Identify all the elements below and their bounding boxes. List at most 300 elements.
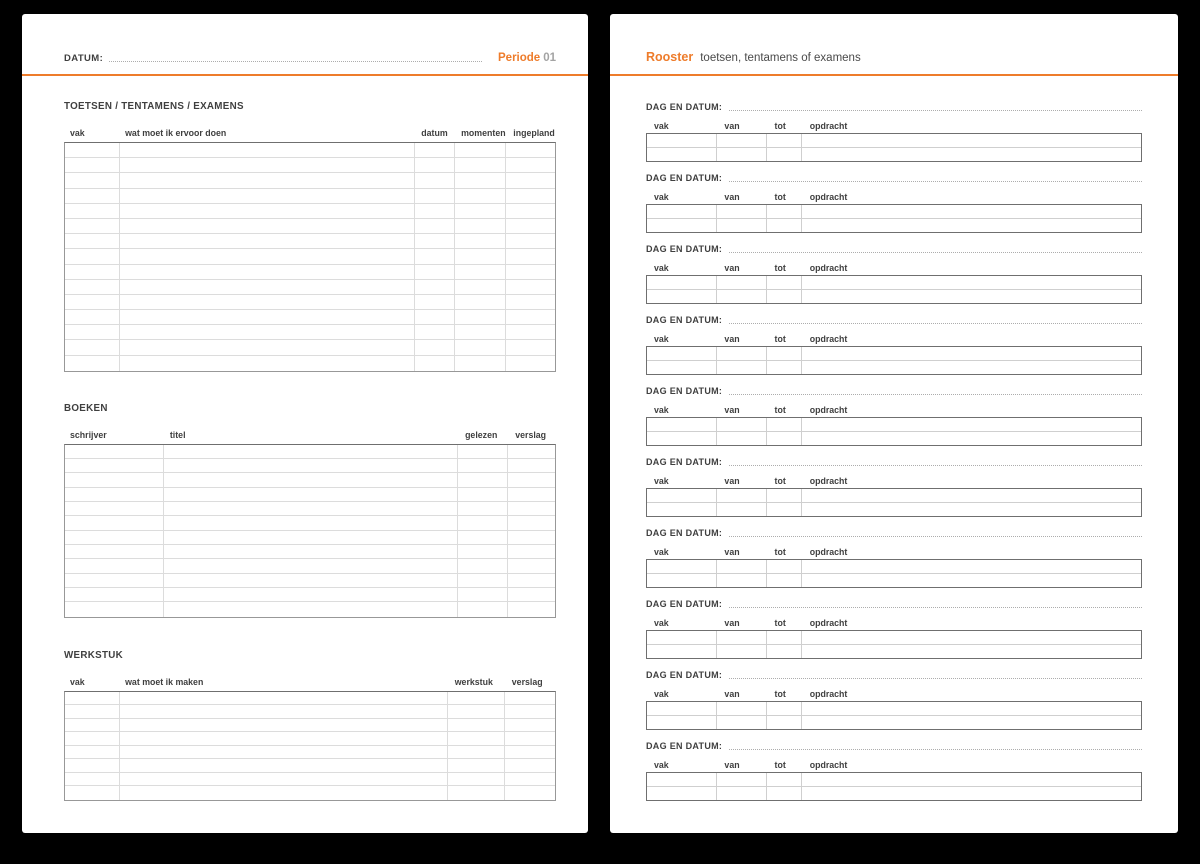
cell-van[interactable] xyxy=(717,503,767,517)
dag-en-datum-label: DAG EN DATUM: xyxy=(646,244,723,254)
cell-tot[interactable] xyxy=(767,134,802,147)
cell-gelezen[interactable] xyxy=(458,473,508,486)
cell-vak[interactable] xyxy=(647,205,717,218)
cell-verslag[interactable] xyxy=(505,773,555,786)
cell-datum[interactable] xyxy=(415,295,455,309)
cell-opdracht[interactable] xyxy=(802,134,1141,147)
cell-vak[interactable] xyxy=(65,143,120,157)
cell-verslag[interactable] xyxy=(505,732,555,745)
table-row xyxy=(647,645,1141,659)
cell-vak[interactable] xyxy=(65,746,120,759)
cell-wat-moet-ik-ervoor-doen[interactable] xyxy=(120,265,415,279)
cell-ingepland[interactable] xyxy=(506,234,555,248)
cell-wat-moet-ik-maken[interactable] xyxy=(120,786,448,800)
rooster-block xyxy=(646,668,1142,730)
cell-schrijver[interactable] xyxy=(65,488,164,501)
cell-titel[interactable] xyxy=(164,502,458,515)
cell-gelezen[interactable] xyxy=(458,602,508,616)
cell-werkstuk[interactable] xyxy=(448,692,505,705)
cell-titel[interactable] xyxy=(164,559,458,572)
cell-vak[interactable] xyxy=(65,234,120,248)
cell-vak[interactable] xyxy=(65,295,120,309)
cell-tot[interactable] xyxy=(767,645,802,659)
column-label-opdracht: opdracht xyxy=(809,192,848,202)
cell-ingepland[interactable] xyxy=(506,204,555,218)
cell-werkstuk[interactable] xyxy=(448,746,505,759)
cell-titel[interactable] xyxy=(164,531,458,544)
cell-datum[interactable] xyxy=(415,310,455,324)
cell-vak[interactable] xyxy=(65,759,120,772)
column-labels xyxy=(64,430,556,441)
cell-wat-moet-ik-ervoor-doen[interactable] xyxy=(120,219,415,233)
column-labels xyxy=(646,405,1142,416)
cell-verslag[interactable] xyxy=(508,516,555,529)
cell-vak[interactable] xyxy=(65,325,120,339)
cell-opdracht[interactable] xyxy=(802,148,1141,162)
cell-opdracht[interactable] xyxy=(802,418,1141,431)
cell-schrijver[interactable] xyxy=(65,502,164,515)
cell-ingepland[interactable] xyxy=(506,340,555,354)
table-row xyxy=(65,488,555,502)
cell-datum[interactable] xyxy=(415,204,455,218)
cell-titel[interactable] xyxy=(164,473,458,486)
cell-vak[interactable] xyxy=(65,158,120,172)
cell-van[interactable] xyxy=(717,716,767,730)
cell-datum[interactable] xyxy=(415,189,455,203)
cell-wat-moet-ik-ervoor-doen[interactable] xyxy=(120,234,415,248)
table-row xyxy=(65,173,555,188)
cell-vak[interactable] xyxy=(65,773,120,786)
dag-en-datum-row xyxy=(646,313,1142,325)
cell-tot[interactable] xyxy=(767,290,802,304)
cell-datum[interactable] xyxy=(415,234,455,248)
cell-datum[interactable] xyxy=(415,143,455,157)
dag-en-datum-entry-line[interactable] xyxy=(729,323,1142,324)
cell-ingepland[interactable] xyxy=(506,356,555,371)
cell-werkstuk[interactable] xyxy=(448,719,505,732)
cell-wat-moet-ik-maken[interactable] xyxy=(120,692,448,705)
cell-wat-moet-ik-ervoor-doen[interactable] xyxy=(120,325,415,339)
dag-en-datum-entry-line[interactable] xyxy=(729,394,1142,395)
cell-vak[interactable] xyxy=(647,418,717,431)
cell-opdracht[interactable] xyxy=(802,645,1141,659)
cell-schrijver[interactable] xyxy=(65,602,164,616)
rooster-table xyxy=(646,133,1142,162)
cell-schrijver[interactable] xyxy=(65,459,164,472)
cell-tot[interactable] xyxy=(767,418,802,431)
cell-opdracht[interactable] xyxy=(802,290,1141,304)
rooster-title: Rooster xyxy=(646,50,694,64)
cell-datum[interactable] xyxy=(415,249,455,263)
cell-verslag[interactable] xyxy=(505,705,555,718)
dag-en-datum-entry-line[interactable] xyxy=(729,465,1142,466)
cell-momenten[interactable] xyxy=(455,280,507,294)
left-page-content xyxy=(22,14,588,833)
cell-ingepland[interactable] xyxy=(506,219,555,233)
cell-verslag[interactable] xyxy=(505,719,555,732)
cell-momenten[interactable] xyxy=(455,173,507,187)
cell-titel[interactable] xyxy=(164,445,458,458)
cell-werkstuk[interactable] xyxy=(448,786,505,800)
cell-datum[interactable] xyxy=(415,280,455,294)
cell-van[interactable] xyxy=(717,560,767,573)
cell-schrijver[interactable] xyxy=(65,588,164,601)
periode-label: Periode xyxy=(498,52,541,64)
table-row xyxy=(65,545,555,559)
cell-van[interactable] xyxy=(717,631,767,644)
cell-tot[interactable] xyxy=(767,489,802,502)
column-label-vak: vak xyxy=(654,405,669,415)
cell-titel[interactable] xyxy=(164,488,458,501)
cell-vak[interactable] xyxy=(65,786,120,800)
cell-datum[interactable] xyxy=(415,265,455,279)
cell-vak[interactable] xyxy=(647,631,717,644)
cell-datum[interactable] xyxy=(415,158,455,172)
column-label-van: van xyxy=(724,334,740,344)
column-label-vak: vak xyxy=(654,192,669,202)
cell-titel[interactable] xyxy=(164,574,458,587)
table-row xyxy=(65,295,555,310)
cell-vak[interactable] xyxy=(65,732,120,745)
section-title-toetsen-tentamens-examens: TOETSEN / TENTAMENS / EXAMENS xyxy=(64,101,244,112)
column-label-opdracht: opdracht xyxy=(809,121,848,131)
cell-wat-moet-ik-ervoor-doen[interactable] xyxy=(120,143,415,157)
cell-schrijver[interactable] xyxy=(65,574,164,587)
cell-ingepland[interactable] xyxy=(506,310,555,324)
cell-opdracht[interactable] xyxy=(802,787,1141,801)
cell-ingepland[interactable] xyxy=(506,143,555,157)
dag-en-datum-entry-line[interactable] xyxy=(729,252,1142,253)
cell-titel[interactable] xyxy=(164,545,458,558)
cell-momenten[interactable] xyxy=(455,204,507,218)
cell-van[interactable] xyxy=(717,702,767,715)
dag-en-datum-entry-line[interactable] xyxy=(729,678,1142,679)
cell-opdracht[interactable] xyxy=(802,276,1141,289)
table-row xyxy=(647,205,1141,219)
cell-schrijver[interactable] xyxy=(65,531,164,544)
cell-van[interactable] xyxy=(717,219,767,233)
column-label-van: van xyxy=(724,192,740,202)
cell-vak[interactable] xyxy=(647,560,717,573)
cell-ingepland[interactable] xyxy=(506,295,555,309)
cell-verslag[interactable] xyxy=(508,602,555,616)
table-row xyxy=(65,559,555,573)
table-row xyxy=(65,773,555,787)
cell-wat-moet-ik-maken[interactable] xyxy=(120,705,448,718)
cell-tot[interactable] xyxy=(767,574,802,588)
cell-momenten[interactable] xyxy=(455,219,507,233)
cell-ingepland[interactable] xyxy=(506,189,555,203)
cell-titel[interactable] xyxy=(164,602,458,616)
table-row xyxy=(65,325,555,340)
dag-en-datum-entry-line[interactable] xyxy=(729,181,1142,182)
cell-tot[interactable] xyxy=(767,631,802,644)
cell-wat-moet-ik-ervoor-doen[interactable] xyxy=(120,189,415,203)
cell-tot[interactable] xyxy=(767,148,802,162)
cell-opdracht[interactable] xyxy=(802,574,1141,588)
column-label-van: van xyxy=(724,263,740,273)
cell-van[interactable] xyxy=(717,290,767,304)
rooster-block xyxy=(646,526,1142,588)
cell-werkstuk[interactable] xyxy=(448,732,505,745)
cell-momenten[interactable] xyxy=(455,234,507,248)
cell-tot[interactable] xyxy=(767,503,802,517)
cell-vak[interactable] xyxy=(647,773,717,786)
dag-en-datum-row xyxy=(646,384,1142,396)
table-row xyxy=(65,219,555,234)
cell-wat-moet-ik-maken[interactable] xyxy=(120,746,448,759)
table-row xyxy=(647,773,1141,787)
cell-momenten[interactable] xyxy=(455,249,507,263)
cell-vak[interactable] xyxy=(65,173,120,187)
cell-gelezen[interactable] xyxy=(458,459,508,472)
cell-verslag[interactable] xyxy=(508,531,555,544)
column-labels xyxy=(64,677,556,688)
cell-opdracht[interactable] xyxy=(802,361,1141,375)
cell-vak[interactable] xyxy=(647,787,717,801)
cell-van[interactable] xyxy=(717,432,767,446)
cell-van[interactable] xyxy=(717,361,767,375)
cell-vak[interactable] xyxy=(647,645,717,659)
cell-opdracht[interactable] xyxy=(802,716,1141,730)
cell-momenten[interactable] xyxy=(455,356,507,371)
cell-verslag[interactable] xyxy=(505,692,555,705)
cell-verslag[interactable] xyxy=(508,559,555,572)
cell-vak[interactable] xyxy=(647,148,717,162)
cell-vak[interactable] xyxy=(647,489,717,502)
cell-tot[interactable] xyxy=(767,787,802,801)
cell-verslag[interactable] xyxy=(508,488,555,501)
cell-gelezen[interactable] xyxy=(458,516,508,529)
column-label-van: van xyxy=(724,760,740,770)
dag-en-datum-row xyxy=(646,100,1142,112)
cell-opdracht[interactable] xyxy=(802,503,1141,517)
cell-gelezen[interactable] xyxy=(458,545,508,558)
table-row xyxy=(65,143,555,158)
cell-werkstuk[interactable] xyxy=(448,773,505,786)
table-row xyxy=(65,759,555,773)
table-row xyxy=(647,148,1141,162)
cell-wat-moet-ik-ervoor-doen[interactable] xyxy=(120,340,415,354)
cell-tot[interactable] xyxy=(767,773,802,786)
cell-verslag[interactable] xyxy=(505,746,555,759)
cell-vak[interactable] xyxy=(65,719,120,732)
cell-vak[interactable] xyxy=(65,705,120,718)
cell-schrijver[interactable] xyxy=(65,473,164,486)
cell-opdracht[interactable] xyxy=(802,702,1141,715)
cell-tot[interactable] xyxy=(767,432,802,446)
column-label-opdracht: opdracht xyxy=(809,618,848,628)
cell-momenten[interactable] xyxy=(455,143,507,157)
cell-vak[interactable] xyxy=(65,265,120,279)
cell-wat-moet-ik-ervoor-doen[interactable] xyxy=(120,295,415,309)
cell-opdracht[interactable] xyxy=(802,347,1141,360)
column-label-van: van xyxy=(724,618,740,628)
cell-verslag[interactable] xyxy=(508,545,555,558)
cell-wat-moet-ik-ervoor-doen[interactable] xyxy=(120,173,415,187)
cell-vak[interactable] xyxy=(647,347,717,360)
cell-titel[interactable] xyxy=(164,588,458,601)
cell-tot[interactable] xyxy=(767,347,802,360)
rooster-block xyxy=(646,384,1142,446)
cell-wat-moet-ik-maken[interactable] xyxy=(120,732,448,745)
cell-vak[interactable] xyxy=(65,249,120,263)
cell-momenten[interactable] xyxy=(455,340,507,354)
cell-momenten[interactable] xyxy=(455,295,507,309)
cell-van[interactable] xyxy=(717,418,767,431)
cell-ingepland[interactable] xyxy=(506,173,555,187)
cell-verslag[interactable] xyxy=(508,459,555,472)
cell-verslag[interactable] xyxy=(508,574,555,587)
cell-wat-moet-ik-maken[interactable] xyxy=(120,759,448,772)
accent-rule xyxy=(610,74,1178,76)
cell-opdracht[interactable] xyxy=(802,773,1141,786)
cell-schrijver[interactable] xyxy=(65,545,164,558)
column-label-tot: tot xyxy=(774,405,786,415)
cell-van[interactable] xyxy=(717,574,767,588)
cell-opdracht[interactable] xyxy=(802,205,1141,218)
cell-ingepland[interactable] xyxy=(506,325,555,339)
cell-van[interactable] xyxy=(717,134,767,147)
cell-vak[interactable] xyxy=(65,219,120,233)
dag-en-datum-entry-line[interactable] xyxy=(729,749,1142,750)
cell-datum[interactable] xyxy=(415,325,455,339)
cell-vak[interactable] xyxy=(65,280,120,294)
cell-van[interactable] xyxy=(717,787,767,801)
cell-vak[interactable] xyxy=(65,692,120,705)
cell-opdracht[interactable] xyxy=(802,489,1141,502)
cell-van[interactable] xyxy=(717,489,767,502)
rooster-table xyxy=(646,630,1142,659)
cell-vak[interactable] xyxy=(647,716,717,730)
cell-datum[interactable] xyxy=(415,340,455,354)
cell-gelezen[interactable] xyxy=(458,574,508,587)
cell-opdracht[interactable] xyxy=(802,560,1141,573)
cell-vak[interactable] xyxy=(65,310,120,324)
cell-van[interactable] xyxy=(717,773,767,786)
cell-tot[interactable] xyxy=(767,560,802,573)
cell-momenten[interactable] xyxy=(455,158,507,172)
cell-wat-moet-ik-maken[interactable] xyxy=(120,719,448,732)
cell-ingepland[interactable] xyxy=(506,265,555,279)
column-labels xyxy=(646,547,1142,558)
cell-verslag[interactable] xyxy=(508,473,555,486)
cell-vak[interactable] xyxy=(647,290,717,304)
cell-datum[interactable] xyxy=(415,219,455,233)
column-labels xyxy=(646,760,1142,771)
section-toetsen-tentamens-examens xyxy=(64,101,556,372)
cell-verslag[interactable] xyxy=(508,502,555,515)
cell-wat-moet-ik-maken[interactable] xyxy=(120,773,448,786)
datum-entry-line[interactable] xyxy=(109,61,482,62)
cell-wat-moet-ik-ervoor-doen[interactable] xyxy=(120,249,415,263)
cell-momenten[interactable] xyxy=(455,325,507,339)
cell-vak[interactable] xyxy=(647,219,717,233)
cell-opdracht[interactable] xyxy=(802,631,1141,644)
cell-ingepland[interactable] xyxy=(506,158,555,172)
cell-gelezen[interactable] xyxy=(458,531,508,544)
cell-datum[interactable] xyxy=(415,356,455,371)
cell-vak[interactable] xyxy=(647,361,717,375)
cell-titel[interactable] xyxy=(164,516,458,529)
cell-titel[interactable] xyxy=(164,459,458,472)
cell-opdracht[interactable] xyxy=(802,219,1141,233)
cell-wat-moet-ik-ervoor-doen[interactable] xyxy=(120,310,415,324)
cell-verslag[interactable] xyxy=(505,759,555,772)
cell-vak[interactable] xyxy=(65,204,120,218)
cell-tot[interactable] xyxy=(767,716,802,730)
column-label-opdracht: opdracht xyxy=(809,263,848,273)
cell-wat-moet-ik-ervoor-doen[interactable] xyxy=(120,204,415,218)
column-label-vak: vak xyxy=(70,676,85,687)
column-label-tot: tot xyxy=(774,121,786,131)
cell-momenten[interactable] xyxy=(455,189,507,203)
cell-schrijver[interactable] xyxy=(65,516,164,529)
cell-gelezen[interactable] xyxy=(458,559,508,572)
cell-van[interactable] xyxy=(717,148,767,162)
cell-wat-moet-ik-ervoor-doen[interactable] xyxy=(120,158,415,172)
cell-tot[interactable] xyxy=(767,205,802,218)
cell-gelezen[interactable] xyxy=(458,588,508,601)
cell-gelezen[interactable] xyxy=(458,445,508,458)
cell-werkstuk[interactable] xyxy=(448,759,505,772)
cell-werkstuk[interactable] xyxy=(448,705,505,718)
cell-momenten[interactable] xyxy=(455,265,507,279)
cell-vak[interactable] xyxy=(65,189,120,203)
dag-en-datum-entry-line[interactable] xyxy=(729,110,1142,111)
cell-wat-moet-ik-ervoor-doen[interactable] xyxy=(120,280,415,294)
cell-tot[interactable] xyxy=(767,361,802,375)
dag-en-datum-entry-line[interactable] xyxy=(729,536,1142,537)
cell-momenten[interactable] xyxy=(455,310,507,324)
table-row xyxy=(647,290,1141,304)
cell-verslag[interactable] xyxy=(508,445,555,458)
cell-gelezen[interactable] xyxy=(458,488,508,501)
cell-van[interactable] xyxy=(717,205,767,218)
cell-verslag[interactable] xyxy=(508,588,555,601)
cell-vak[interactable] xyxy=(647,574,717,588)
right-page-content xyxy=(610,14,1178,833)
cell-van[interactable] xyxy=(717,347,767,360)
cell-ingepland[interactable] xyxy=(506,249,555,263)
cell-vak[interactable] xyxy=(647,134,717,147)
cell-schrijver[interactable] xyxy=(65,559,164,572)
cell-vak[interactable] xyxy=(647,702,717,715)
cell-van[interactable] xyxy=(717,276,767,289)
cell-tot[interactable] xyxy=(767,276,802,289)
cell-schrijver[interactable] xyxy=(65,445,164,458)
column-labels xyxy=(646,618,1142,629)
cell-vak[interactable] xyxy=(65,340,120,354)
cell-verslag[interactable] xyxy=(505,786,555,800)
cell-van[interactable] xyxy=(717,645,767,659)
dag-en-datum-entry-line[interactable] xyxy=(729,607,1142,608)
column-label-vak: vak xyxy=(654,689,669,699)
cell-tot[interactable] xyxy=(767,219,802,233)
cell-opdracht[interactable] xyxy=(802,432,1141,446)
cell-vak[interactable] xyxy=(65,356,120,371)
cell-gelezen[interactable] xyxy=(458,502,508,515)
cell-tot[interactable] xyxy=(767,702,802,715)
cell-wat-moet-ik-ervoor-doen[interactable] xyxy=(120,356,415,371)
cell-vak[interactable] xyxy=(647,432,717,446)
cell-vak[interactable] xyxy=(647,276,717,289)
cell-vak[interactable] xyxy=(647,503,717,517)
table-werkstuk xyxy=(64,691,556,801)
cell-ingepland[interactable] xyxy=(506,280,555,294)
cell-datum[interactable] xyxy=(415,173,455,187)
rooster-table xyxy=(646,772,1142,801)
